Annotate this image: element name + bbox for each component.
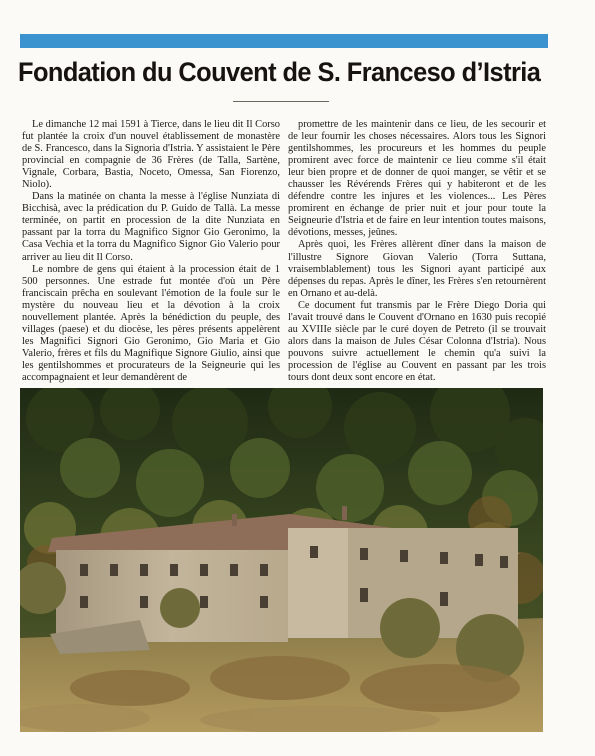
paragraph: promettre de les maintenir dans ce lieu, de les secourir et de leur fournir les choses nécessaires. Alors tous les Signori gentilshommes, les procureurs et les hommes du peuple promirent avec force de maintenir ce lieu comme s'il était leur bien propre et de donner de quoi manger, se vêtir et se chausser les Révérends Frères qui y habiteront et de les défendre contre les injures et les violences... Les Pères promirent en échange de prier nuit et jour pour toute la Seigneurie d'Istria et de faire en leur intention toutes maisons, dévotions, messes, jeûnes. [288,119,546,239]
paragraph: Le dimanche 12 mai 1591 à Tierce, dans le lieu dit Il Corso fut plantée la croix d'un nouvel établissement de monastère de S. Francesco, dans la Signoria d'Istria. Y assistaient le Père provincial en compagnie de 36 Frères (de Talla, Sartène, Vignale, Corbara, Bastia, Noceto, Omessa, San Fiorenzo, Niolo). [22,119,280,191]
paragraph: Ce document fut transmis par le Frère Diego Doria qui l'avait trouvé dans le Couvent d'Ornano en 1630 puis recopié au XVIIIe siècle par le curé doyen de Petreto (il se trouvait alors dans la maison de Jules César Colonna d'Istria). Nous pouvons suivre actuellement le chemin qu'a suivi la procession de l'église au Couvent en passant par les trois tours dont deux sont encore en état. [288,299,546,383]
convent-photo-illustration [20,388,543,732]
convent-photograph [20,388,543,732]
header-color-bar [20,34,548,48]
paragraph: Après quoi, les Frères allèrent dîner dans la maison de l'illustre Signore Giovan Valerio (Torra Suttana, vraisemblablement) tous les Signori ayant participé aux dépenses du repas. Après le dîner, les Frères s'en retournèrent en Ornano et au-delà. [288,239,546,299]
article-column-left [22,119,280,384]
title-divider [233,101,329,102]
paragraph: Le nombre de gens qui étaient à la procession était de 1 500 personnes. Une estrade fut montée d'où un Père franciscain prêcha en soulevant l'émotion de la foule sur le mystère du nouveau lieu et la dévotion à la croix nouvellement plantée. Après la bénédiction du peuple, des villages (paese) et du diocèse, les pères présents appelèrent les Magnifici Signori Gio Geronimo, Gio Maria et Gio Valerio, frères et fils du Magnifique Signore Giulio, ainsi que les gentilshommes et procurateurs de la Seigneurie qui les accompagnaient et leur demandèrent de [22,263,280,383]
paragraph: Dans la matinée on chanta la messe à l'église Nunziata di Bicchisà, avec la prédication du P. Guido de Tallà. La messe terminée, on partit en procession de la dite Nunziata en passant par la torra du Magnifico Signor Gio Geronimo, la Casa Vechia et la torra du Magnifico Signor Gio Valerio pour arriver au lieu dit Il Corso. [22,191,280,263]
article-title: Fondation du Couvent de S. Franceso d’Istria [18,57,541,87]
article-column-right [288,119,546,384]
